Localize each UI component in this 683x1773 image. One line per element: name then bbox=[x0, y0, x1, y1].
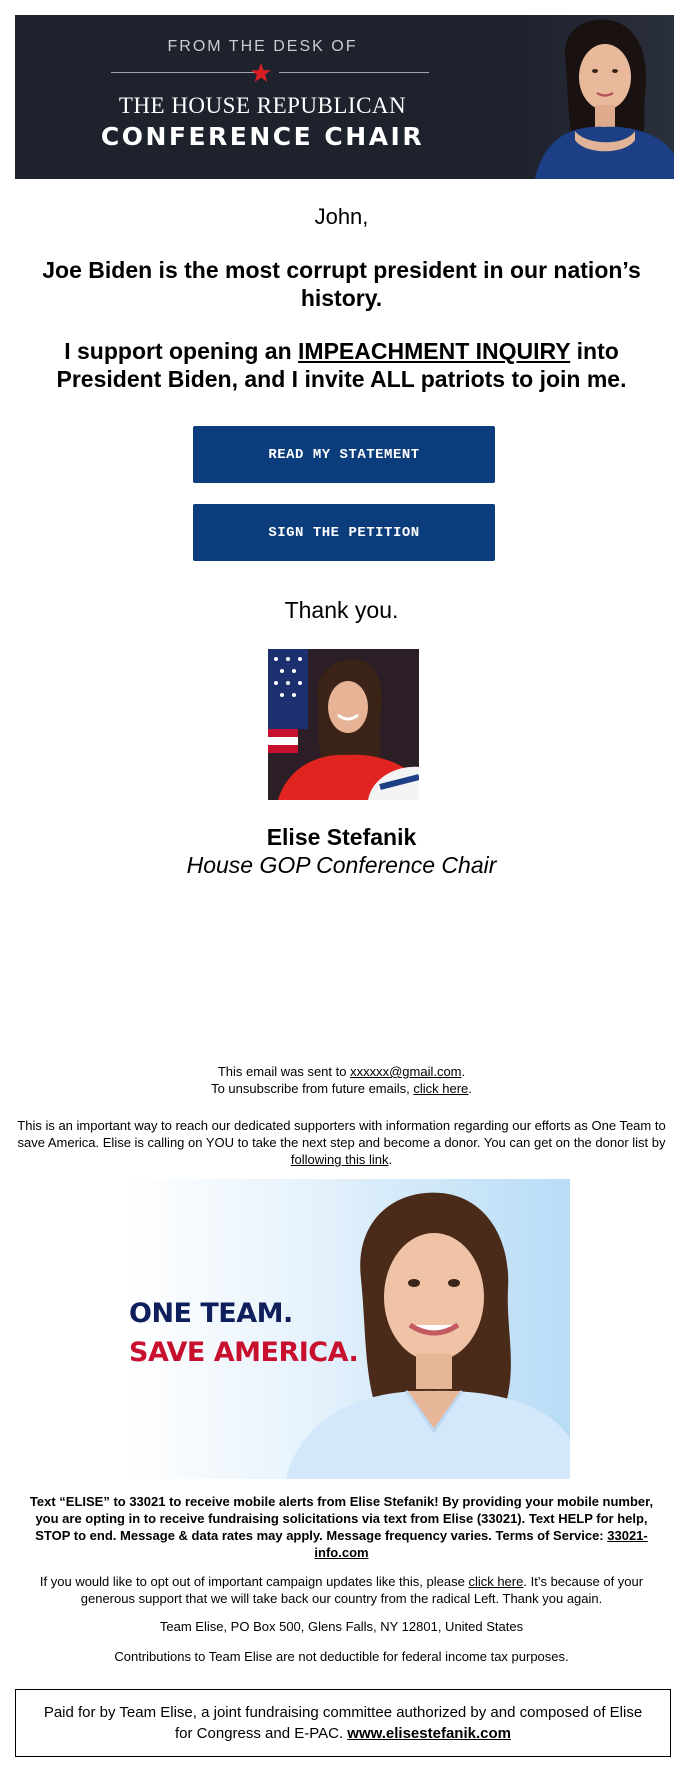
opt-out-paragraph bbox=[15, 1573, 668, 1607]
banner-divider-left bbox=[111, 72, 261, 73]
banner-from-text: FROM THE DESK OF bbox=[167, 38, 358, 55]
unsubscribe-link[interactable]: click here bbox=[413, 1081, 469, 1096]
support-text-after: into President Biden, and I invite ALL patriots to join me. bbox=[56, 338, 627, 392]
website-link[interactable]: www.elisestefanik.com bbox=[347, 1725, 511, 1742]
sent-suffix: . bbox=[461, 1064, 466, 1079]
promo-line-save-america: SAVE AMERICA. bbox=[129, 1337, 359, 1368]
mailing-address: Team Elise, PO Box 500, Glens Falls, NY 12801, United States bbox=[159, 1619, 524, 1634]
banner-title-line2: CONFERENCE CHAIR bbox=[100, 122, 425, 151]
optout-suffix: . It’s because of your generous support that we will take back our country from the radical Left. Thank you again. bbox=[80, 1574, 644, 1606]
impeachment-inquiry-link[interactable]: IMPEACHMENT INQUIRY bbox=[298, 338, 571, 364]
unsubscribe-line bbox=[15, 1080, 668, 1097]
header-banner bbox=[15, 15, 674, 179]
signature-name: Elise Stefanik bbox=[266, 824, 417, 850]
unsub-suffix: . bbox=[468, 1081, 472, 1096]
sent-prefix: This email was sent to bbox=[217, 1064, 351, 1079]
paid-for-text: Paid for by Team Elise, a joint fundraising committee authorized by and composed of Elise for Congress and E-PAC. bbox=[43, 1704, 643, 1742]
greeting: John, bbox=[314, 204, 369, 229]
optout-prefix: If you would like to opt out of important campaign updates like this, please bbox=[39, 1574, 469, 1589]
unsub-prefix: To unsubscribe from future emails, bbox=[211, 1081, 414, 1096]
thank-you-text: Thank you. bbox=[284, 597, 399, 623]
contributions-disclaimer: Contributions to Team Elise are not deductible for federal income tax purposes. bbox=[114, 1649, 569, 1664]
headline: Joe Biden is the most corrupt president in our nation’s history. bbox=[42, 257, 641, 311]
banner-title-line1: THE HOUSE REPUBLICAN bbox=[118, 93, 407, 118]
promo-photo bbox=[126, 1179, 570, 1479]
sign-the-petition-button[interactable]: SIGN THE PETITION bbox=[193, 504, 495, 561]
terms-of-service-link[interactable]: 33021-info.com bbox=[314, 1528, 648, 1560]
banner-portrait-image bbox=[515, 15, 674, 179]
donor-list-link[interactable]: following this link bbox=[290, 1152, 389, 1167]
support-text-before: I support opening an bbox=[64, 338, 299, 364]
donor-suffix: . bbox=[388, 1152, 393, 1167]
paid-for-disclaimer-box bbox=[15, 1689, 671, 1757]
promo-line-one-team: ONE TEAM. bbox=[129, 1298, 293, 1329]
recipient-email-link[interactable]: xxxxxx@gmail.com bbox=[350, 1064, 462, 1079]
donor-text: This is an important way to reach our dedicated supporters with information regarding our efforts as One Team to save America. Elise is calling on YOU to take the next step and become a donor. You can get on the donor list by bbox=[17, 1118, 666, 1150]
paid-for-text-wrap bbox=[36, 1702, 650, 1744]
one-team-promo-banner bbox=[126, 1179, 570, 1479]
support-statement bbox=[20, 337, 663, 393]
sent-to-line bbox=[15, 1063, 668, 1080]
sms-disclosure bbox=[20, 1493, 663, 1561]
banner-divider-right bbox=[279, 72, 429, 73]
signature-title: House GOP Conference Chair bbox=[186, 852, 497, 878]
sms-text: Text “ELISE” to 33021 to receive mobile alerts from Elise Stefanik! By providing your mobile number, you are opting in to receive fundraising solicitations via text from Elise (33021). Text HELP for help, STOP to end. Message & data rates may apply. Message frequency varies. Terms of Service: bbox=[29, 1494, 654, 1543]
read-my-statement-button[interactable]: READ MY STATEMENT bbox=[193, 426, 495, 483]
star-icon bbox=[249, 61, 273, 85]
signature-photo bbox=[268, 649, 419, 800]
donor-paragraph bbox=[15, 1117, 668, 1168]
opt-out-link[interactable]: click here bbox=[468, 1574, 524, 1589]
